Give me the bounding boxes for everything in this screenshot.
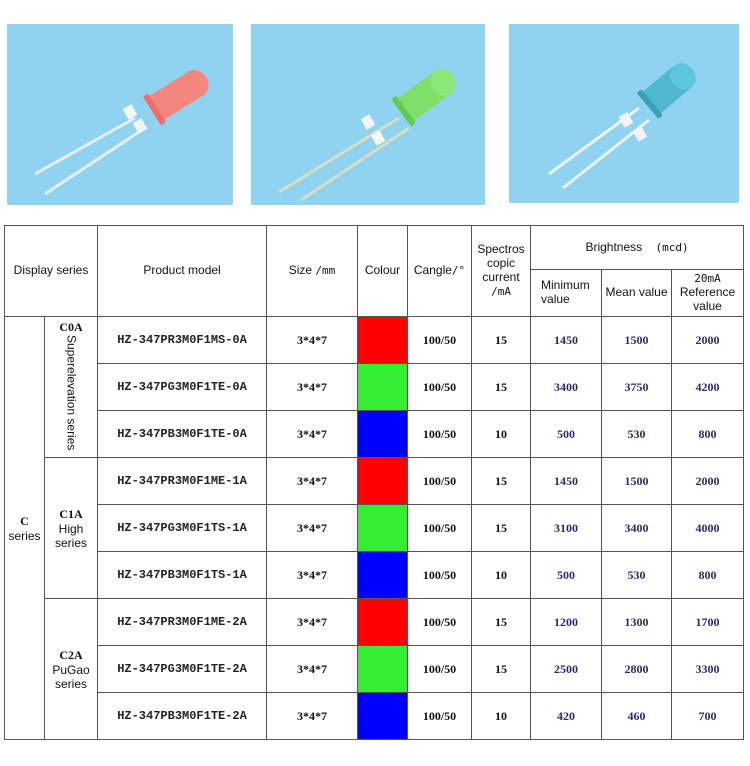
ref-cell: 4000 <box>672 505 744 552</box>
table-row <box>5 693 744 740</box>
green-led-image <box>251 24 485 205</box>
colour-swatch-cell <box>358 693 408 740</box>
size-cell: 3*4*7 <box>267 364 358 411</box>
table-row <box>5 505 744 552</box>
model-cell: HZ-347PR3M0F1ME-1A <box>98 458 267 505</box>
size-cell: 3*4*7 <box>267 458 358 505</box>
size-cell: 3*4*7 <box>267 552 358 599</box>
ref-cell: 2000 <box>672 317 744 364</box>
model-cell: HZ-347PB3M0F1TE-0A <box>98 411 267 458</box>
colour-swatch <box>358 411 407 457</box>
angle-cell: 100/50 <box>408 411 472 458</box>
model-cell: HZ-347PB3M0F1TE-2A <box>98 693 267 740</box>
colour-swatch <box>358 552 407 598</box>
header-colour: Colour <box>358 226 408 317</box>
mean-cell: 1500 <box>602 317 672 364</box>
blue-led-image <box>509 24 739 203</box>
model-cell: HZ-347PR3M0F1ME-2A <box>98 599 267 646</box>
min-cell: 1200 <box>531 599 602 646</box>
size-cell: 3*4*7 <box>267 411 358 458</box>
subgroup-c0a-cell: C0A Superelevation series <box>45 317 98 458</box>
mean-cell: 1500 <box>602 458 672 505</box>
angle-cell: 100/50 <box>408 458 472 505</box>
table-row <box>5 599 744 646</box>
size-cell: 3*4*7 <box>267 317 358 364</box>
size-cell: 3*4*7 <box>267 646 358 693</box>
mean-cell: 460 <box>602 693 672 740</box>
colour-swatch <box>358 693 407 739</box>
model-cell: HZ-347PG3M0F1TE-2A <box>98 646 267 693</box>
min-cell: 1450 <box>531 317 602 364</box>
table-row <box>5 411 744 458</box>
colour-swatch-cell <box>358 646 408 693</box>
current-cell: 15 <box>472 364 531 411</box>
ref-cell: 800 <box>672 552 744 599</box>
min-cell: 2500 <box>531 646 602 693</box>
ref-cell: 4200 <box>672 364 744 411</box>
table-row <box>5 646 744 693</box>
min-cell: 420 <box>531 693 602 740</box>
header-size: Size /mm <box>267 226 358 317</box>
header-current: Spectros copic current /mA <box>472 226 531 317</box>
colour-swatch-cell <box>358 364 408 411</box>
min-cell: 500 <box>531 411 602 458</box>
mean-cell: 3400 <box>602 505 672 552</box>
colour-swatch <box>358 317 407 363</box>
colour-swatch <box>358 646 407 692</box>
current-cell: 15 <box>472 646 531 693</box>
angle-cell: 100/50 <box>408 505 472 552</box>
min-cell: 3100 <box>531 505 602 552</box>
table-row <box>5 364 744 411</box>
header-display-series: Display series <box>5 226 98 317</box>
current-cell: 15 <box>472 458 531 505</box>
mean-cell: 1300 <box>602 599 672 646</box>
current-cell: 10 <box>472 693 531 740</box>
ref-cell: 1700 <box>672 599 744 646</box>
table-row <box>5 317 744 364</box>
colour-swatch-cell <box>358 552 408 599</box>
red-led-photo <box>7 24 233 205</box>
series-group-cell: C series <box>5 317 45 740</box>
subgroup-c2a-cell: C2A PuGao series <box>45 599 98 740</box>
table-row <box>5 458 744 505</box>
colour-swatch-cell <box>358 599 408 646</box>
colour-swatch <box>358 599 407 645</box>
mean-cell: 3750 <box>602 364 672 411</box>
table-row <box>5 552 744 599</box>
colour-swatch-cell <box>358 411 408 458</box>
colour-swatch-cell <box>358 505 408 552</box>
ref-cell: 3300 <box>672 646 744 693</box>
header-product-model: Product model <box>98 226 267 317</box>
mean-cell: 2800 <box>602 646 672 693</box>
current-cell: 15 <box>472 599 531 646</box>
ref-cell: 2000 <box>672 458 744 505</box>
mean-cell: 530 <box>602 411 672 458</box>
colour-swatch <box>358 364 407 410</box>
size-cell: 3*4*7 <box>267 599 358 646</box>
header-row-1 <box>5 226 744 270</box>
header-brightness: Brightness (mcd) <box>531 226 744 270</box>
header-mean: Mean value <box>602 270 672 317</box>
angle-cell: 100/50 <box>408 693 472 740</box>
ref-cell: 800 <box>672 411 744 458</box>
min-cell: 500 <box>531 552 602 599</box>
blue-led-photo <box>509 24 739 203</box>
model-cell: HZ-347PG3M0F1TS-1A <box>98 505 267 552</box>
colour-swatch-cell <box>358 458 408 505</box>
angle-cell: 100/50 <box>408 599 472 646</box>
colour-swatch <box>358 505 407 551</box>
current-cell: 10 <box>472 552 531 599</box>
ref-cell: 700 <box>672 693 744 740</box>
size-cell: 3*4*7 <box>267 693 358 740</box>
current-cell: 15 <box>472 505 531 552</box>
current-cell: 15 <box>472 317 531 364</box>
colour-swatch <box>358 458 407 504</box>
angle-cell: 100/50 <box>408 646 472 693</box>
red-led-image <box>7 24 233 205</box>
angle-cell: 100/50 <box>408 317 472 364</box>
led-spec-table <box>4 225 744 740</box>
model-cell: HZ-347PG3M0F1TE-0A <box>98 364 267 411</box>
mean-cell: 530 <box>602 552 672 599</box>
colour-swatch-cell <box>358 317 408 364</box>
header-reference: 20mA Reference value <box>672 270 744 317</box>
min-cell: 3400 <box>531 364 602 411</box>
current-cell: 10 <box>472 411 531 458</box>
model-cell: HZ-347PR3M0F1MS-0A <box>98 317 267 364</box>
header-minimum: Minimum value <box>531 270 602 317</box>
subgroup-c1a-cell: C1A High series <box>45 458 98 599</box>
angle-cell: 100/50 <box>408 364 472 411</box>
angle-cell: 100/50 <box>408 552 472 599</box>
model-cell: HZ-347PB3M0F1TS-1A <box>98 552 267 599</box>
green-led-photo <box>251 24 485 205</box>
header-cangle: Cangle/° <box>408 226 472 317</box>
min-cell: 1450 <box>531 458 602 505</box>
size-cell: 3*4*7 <box>267 505 358 552</box>
